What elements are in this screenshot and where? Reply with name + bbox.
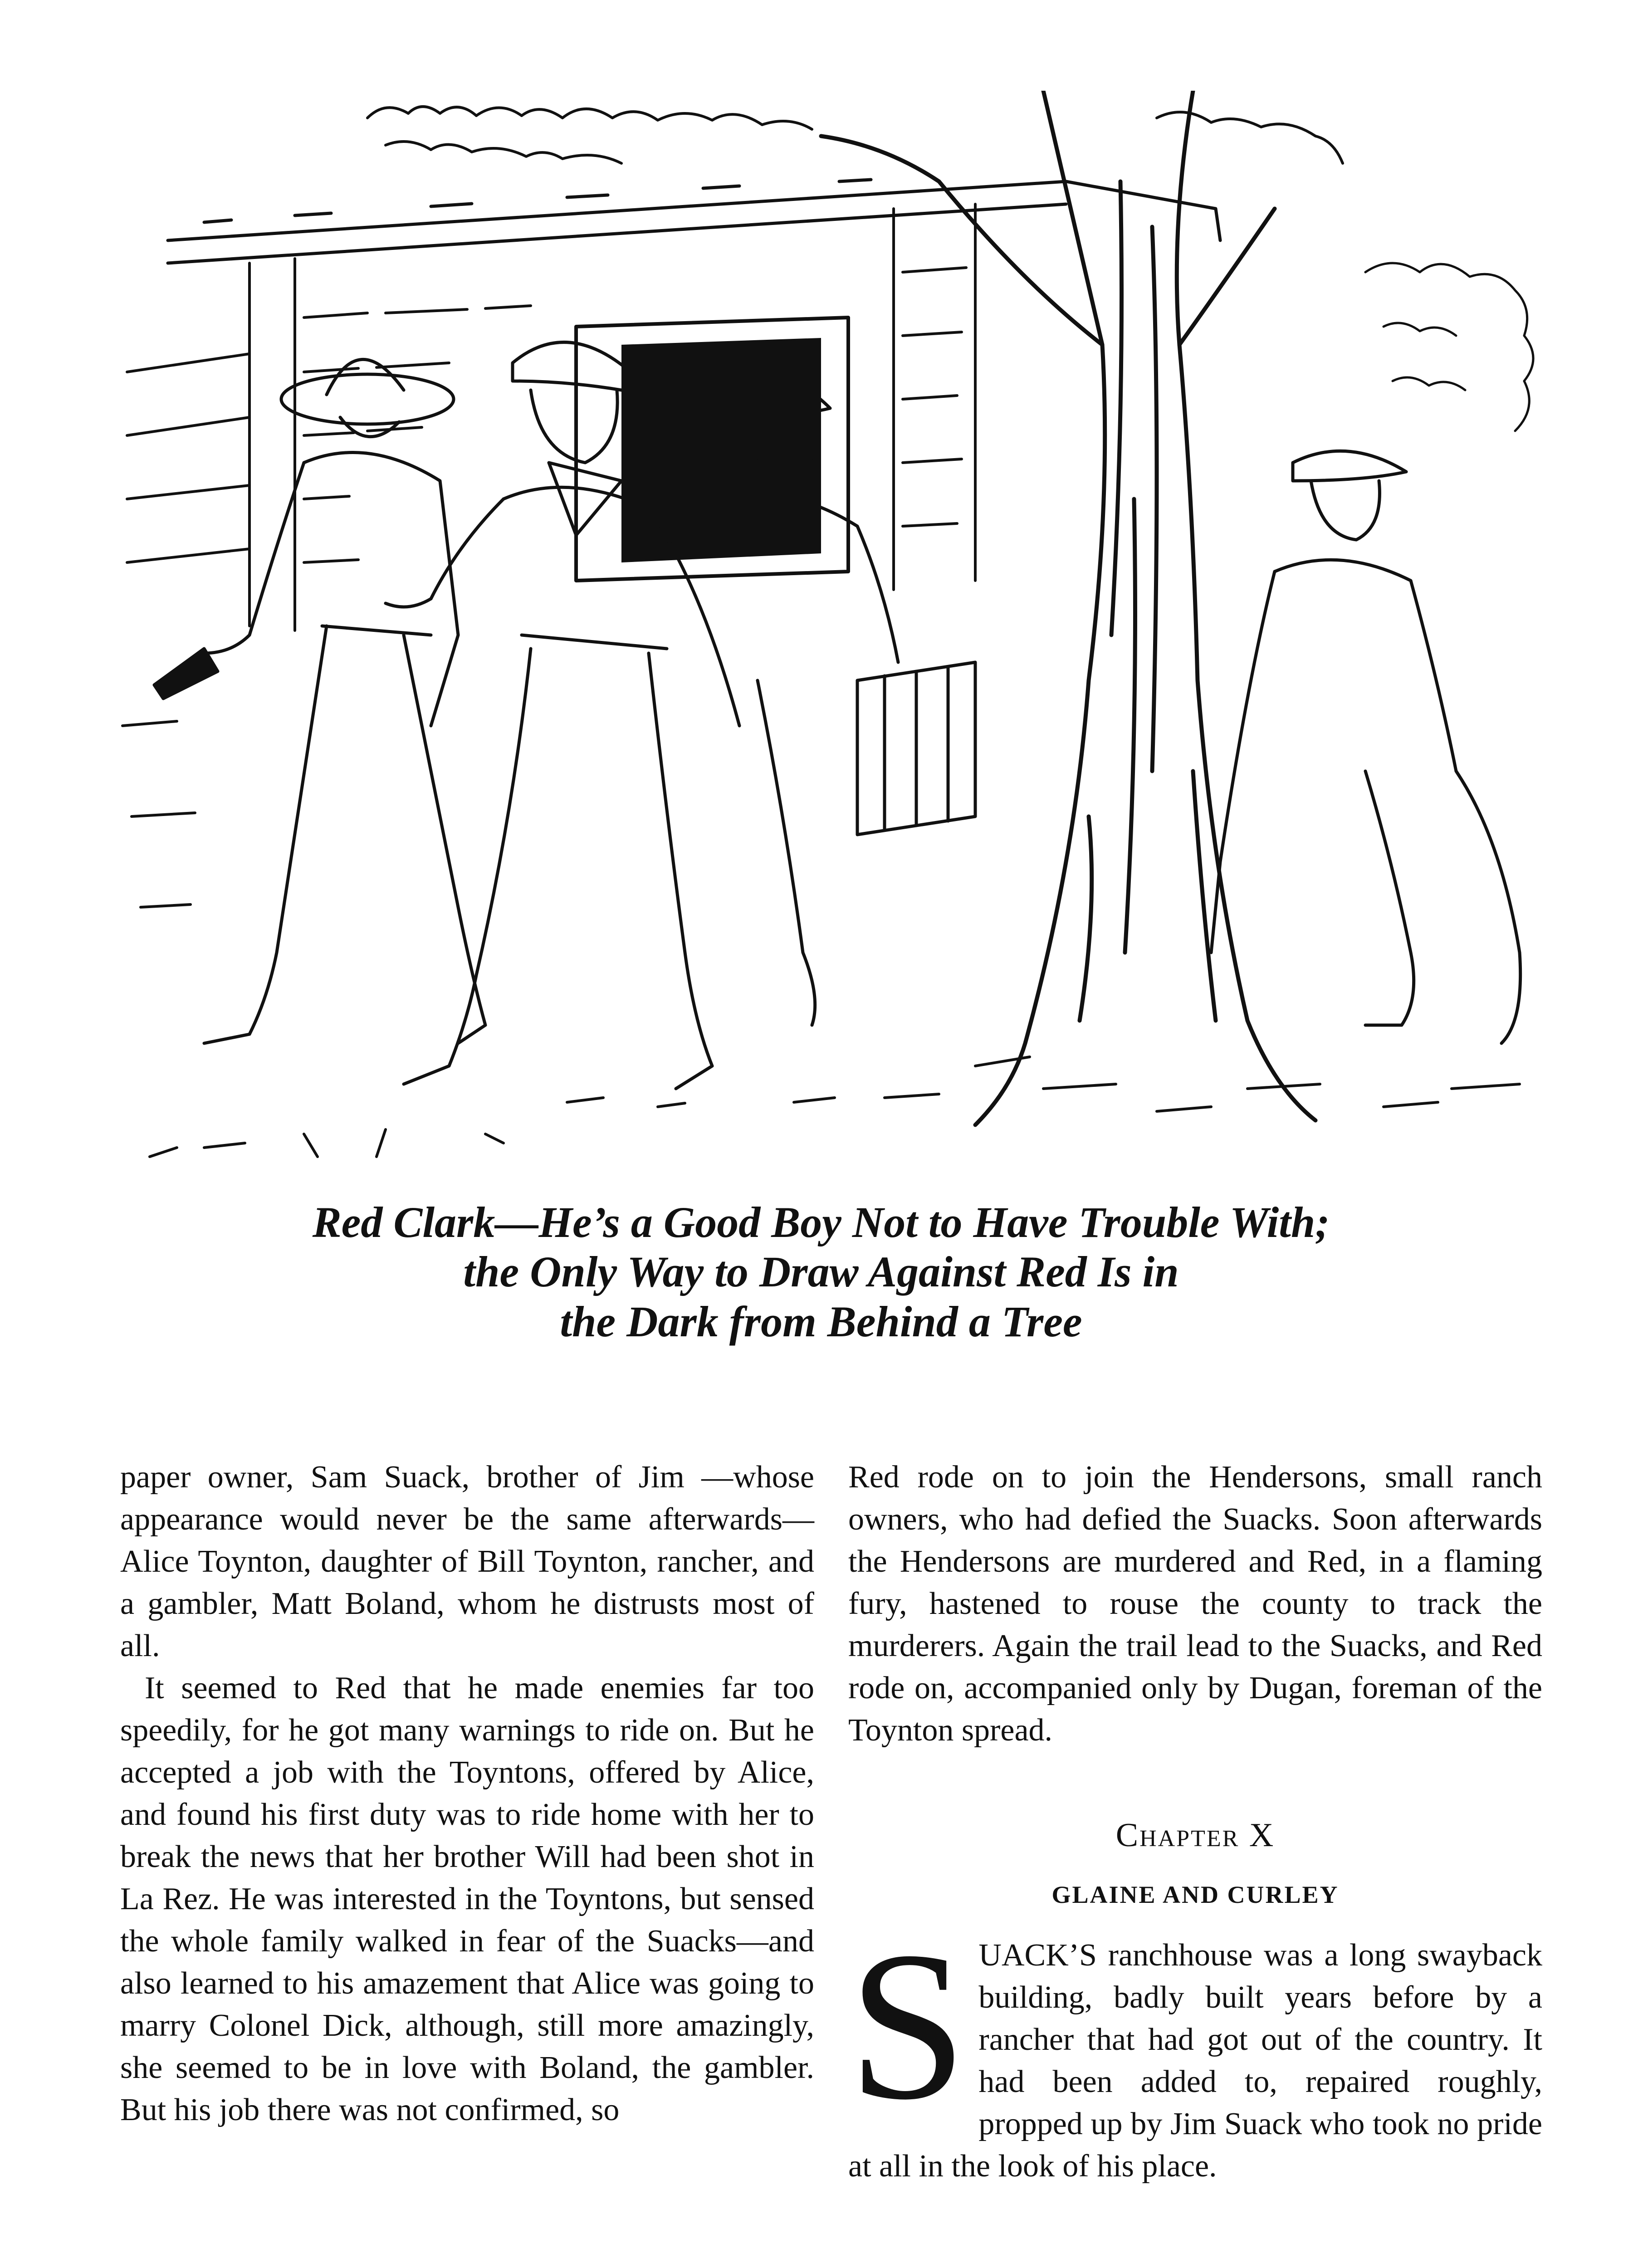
right-paragraph-2: UACK’S ranchhouse was a long swayback building, badly built years before by a rancher that had got out of the country. It had been added to, repaired roughly, propped up by Jim Suack who took no pride at all in the look of his place.: [848, 1938, 1542, 2184]
chapter-heading: Chapter X: [1115, 1817, 1275, 1854]
shack-roof: [168, 180, 1220, 263]
cowboy-left: [154, 359, 485, 1043]
chapter-opening: [848, 1907, 1542, 2187]
drop-cap: S: [848, 1907, 967, 2144]
tree-trunk: [821, 91, 1315, 1125]
ground: [122, 721, 1520, 1157]
right-column: [848, 1456, 1542, 2187]
crate: [857, 662, 975, 835]
cowboys-illustration: [113, 91, 1551, 1175]
right-paragraph-1: Red rode on to join the Hendersons, small ranch owners, who had defied the Suacks. Soon afterwards the Hendersons are murdered and Red, in a flaming fury, hastened to rouse the county to track the murderers. Again the trail lead to the Suacks, and Red rode on, accompanied only by Dugan, foreman of the Toynton spread.: [848, 1460, 1542, 1748]
left-column: [120, 1456, 814, 2131]
bushes-right: [1365, 263, 1533, 431]
doorway: [576, 318, 848, 581]
caption-line-2: the Only Way to Draw Against Red Is in: [463, 1247, 1179, 1296]
foliage-top: [367, 107, 1343, 163]
left-paragraph-1: paper owner, Sam Suack, brother of Jim —whose appearance would never be the same afterwards—Alice Toynton, daughter of Bill Toynton, rancher, and a gambler, Matt Boland, whom he distrusts most of all.: [120, 1460, 814, 1663]
caption-line-1: Red Clark—He’s a Good Boy Not to Have Trouble With;: [312, 1198, 1330, 1246]
illustration-caption: [136, 1198, 1506, 1346]
chapter-subtitle: GLAINE AND CURLEY: [1051, 1881, 1339, 1908]
cowboy-right: [1211, 451, 1521, 1043]
left-paragraph-2: It seemed to Red that he made enemies far too speedily, for he got many warnings to ride on. But he accepted a job with the Toyntons, offered by Alice, and found his first duty was to ride home with her to break the news that her brother Will had been shot in La Rez. He was interested in the Toyntons, but sensed the whole family walked in fear of the Suacks—and also learned to his amazement that Alice was going to marry Colonel Dick, although, still more amazingly, she seemed to be in love with Boland, the gambler. But his job there was not confirmed, so: [120, 1671, 814, 2127]
caption-line-3: the Dark from Behind a Tree: [560, 1297, 1082, 1346]
